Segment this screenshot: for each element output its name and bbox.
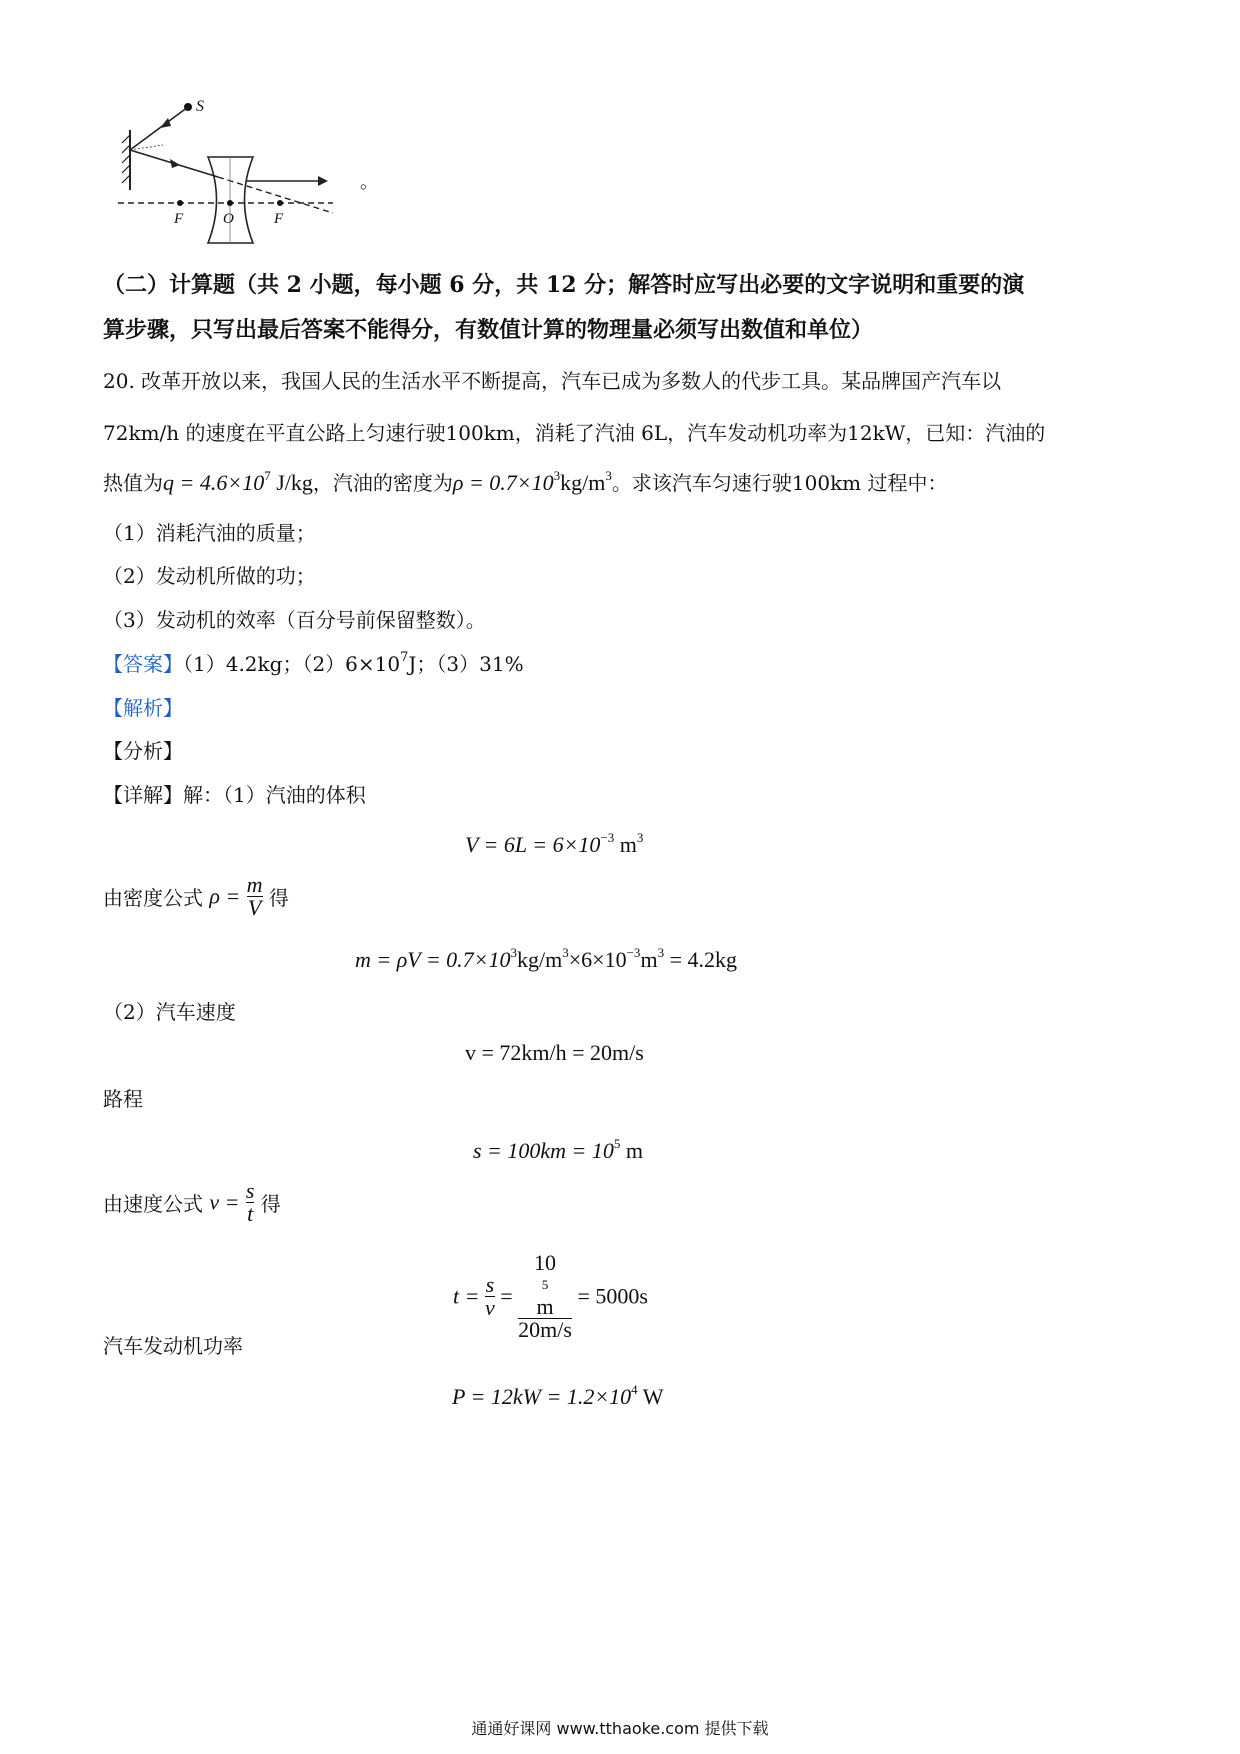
label-f-left: F: [174, 211, 184, 227]
speed-label: （2）汽车速度: [103, 1000, 236, 1024]
eq-mass: $m = \rho V = 0.7\times 10^3kg/m^3\times 6\times 10^{-3}m^3 = 4.2kg$: [355, 945, 737, 972]
question-sub3: （3）发动机的效率（百分号前保留整数）。: [103, 608, 486, 632]
question-line2: 72km/h 的速度在平直公路上匀速行驶100km，消耗了汽油 6L，汽车发动机功率为12kW，已知：汽油的: [103, 421, 1046, 445]
detail-line: 【详解】解：（1）汽油的体积: [103, 783, 366, 807]
distance-label: 路程: [103, 1087, 143, 1111]
label-o: O: [223, 211, 234, 227]
focal-point-right: [277, 200, 283, 206]
question-line1: 20. 改革开放以来，我国人民的生活水平不断提高，汽车已成为多数人的代步工具。某品牌国产汽车以: [103, 369, 1002, 393]
focal-point-left: [177, 200, 183, 206]
footer-source: 通通好课网 www.tthaoke.com 提供下载: [471, 1719, 769, 1738]
question-sub2: （2）发动机所做的功；: [103, 564, 316, 588]
jiexi-tag: 【解析】: [103, 696, 183, 720]
label-f-right: F: [274, 211, 284, 227]
speed-formula-line: 由速度公式 v = $\frac{s}{t}$ 得: [103, 1178, 281, 1226]
optics-diagram: [118, 95, 378, 275]
eq-power: $P = 12kW = 1.2\times 10^4$ W: [452, 1382, 664, 1409]
answer-tag: 【答案】: [103, 652, 183, 676]
question-line3: 热值为$q = 4.6\times 10^7$ J/kg，汽油的密度为$\rho = 0.7\times 10^3kg/m^3$。求该汽车匀速行驶100km 过程中：: [103, 468, 948, 495]
density-formula-line: 由密度公式 ρ = $\frac{m}{V}$ 得: [103, 872, 289, 920]
lens-center: [227, 200, 233, 206]
question-sub1: （1）消耗汽油的质量；: [103, 521, 316, 545]
power-label: 汽车发动机功率: [103, 1334, 243, 1358]
eq-volume: $V = 6L = 6\times 10^{-3}$ $m^3$: [465, 830, 644, 857]
section-heading-line1: （二）计算题（共 2 小题，每小题 6 分，共 12 分；解答时应写出必要的文字说明和重要的演: [103, 272, 1025, 298]
answer-line: 【答案】（1）4.2kg；$(2)6\times 10^7J$；（3）31%: [103, 650, 524, 676]
section-heading-line2: 算步骤，只写出最后答案不能得分，有数值计算的物理量必须写出数值和单位）: [103, 317, 874, 343]
eq-time: t = $\frac{s}{v}$ = 10 5 m 20m/s = 5000s: [453, 1250, 648, 1342]
fenxi-tag: 【分析】: [103, 739, 183, 763]
diagram-trailing-mark: 。: [360, 172, 378, 193]
eq-distance: $s = 100km = 10^5$ m: [473, 1136, 644, 1163]
eq-speed: v = 72km/h = 20m/s: [465, 1040, 644, 1065]
label-s: S: [196, 98, 204, 115]
